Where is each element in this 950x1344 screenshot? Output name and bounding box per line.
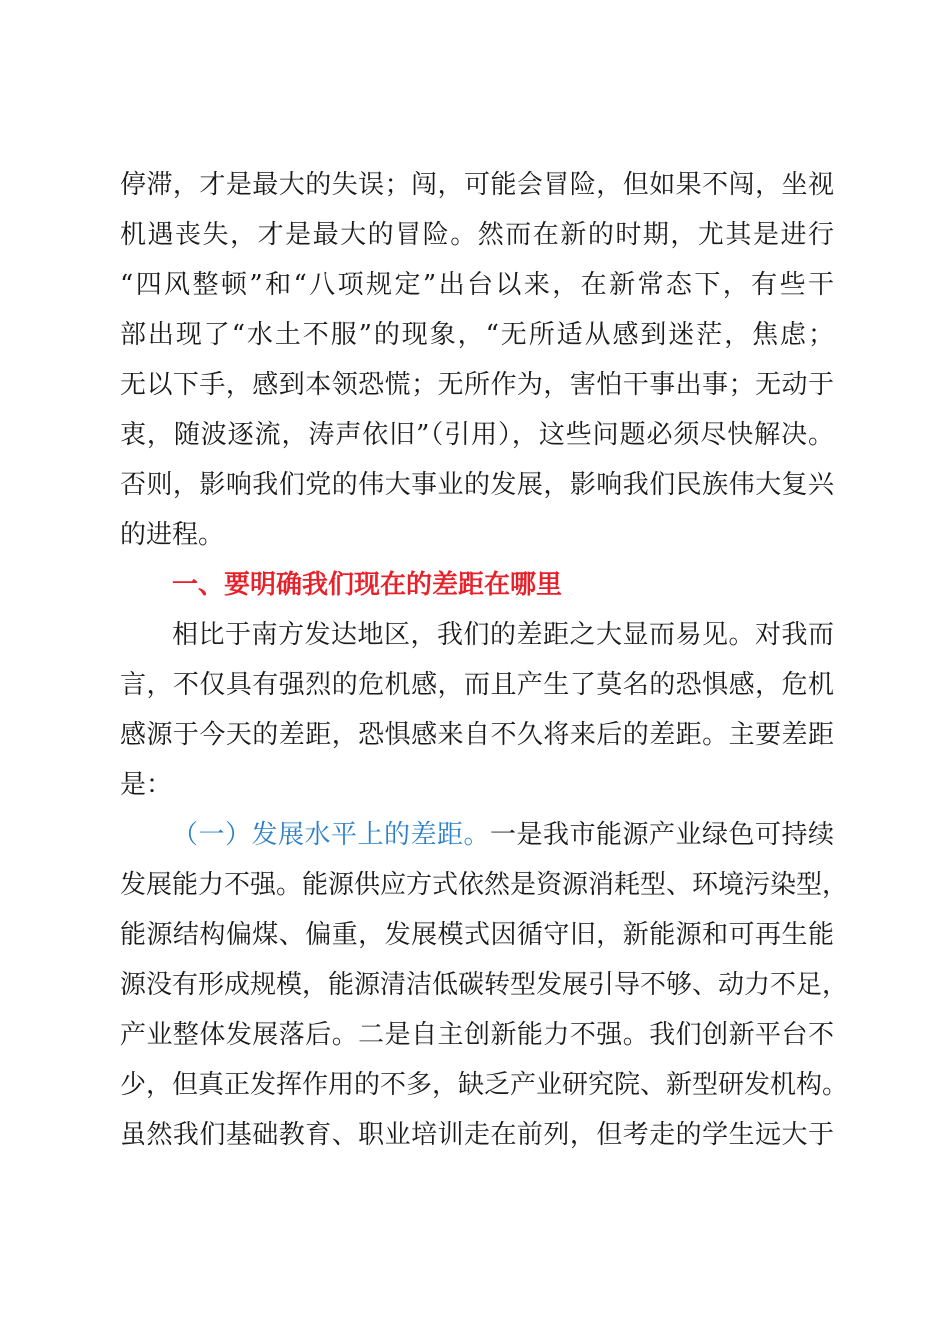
paragraph-line: 是： — [120, 770, 173, 800]
document-body — [120, 160, 849, 1160]
paragraph-line: 机遇丧失，才是最大的冒险。然而在新的时期，尤其是进行 — [120, 220, 834, 250]
paragraph-line: 的进程。 — [120, 520, 225, 550]
paragraph-line: 无以下手，感到本领恐慌；无所作为，害怕干事出事；无动于 — [120, 370, 834, 400]
paragraph-line: 停滞，才是最大的失误；闯，可能会冒险，但如果不闯，坐视 — [120, 170, 834, 200]
paragraph-text: 一是我市能源产业绿色可持续 — [490, 820, 834, 850]
subsection-heading: （一）发展水平上的差距。 — [172, 820, 490, 850]
paragraph-line: 感源于今天的差距，恐惧感来自不久将来后的差距。主要差距 — [120, 720, 834, 750]
paragraph-line: 少，但真正发挥作用的不多，缺乏产业研究院、新型研发机构。 — [120, 1070, 849, 1100]
paragraph-line: 产业整体发展落后。二是自主创新能力不强。我们创新平台不 — [120, 1020, 834, 1050]
paragraph-line: 否则，影响我们党的伟大事业的发展，影响我们民族伟大复兴 — [120, 470, 834, 500]
section-heading: 一、要明确我们现在的差距在哪里 — [172, 570, 563, 600]
paragraph-line: 虽然我们基础教育、职业培训走在前列，但考走的学生远大于 — [120, 1120, 834, 1150]
paragraph-line: 衷，随波逐流，涛声依旧”（引用），这些问题必须尽快解决。 — [120, 420, 834, 450]
paragraph-line: 部出现了“水土不服”的现象，“无所适从感到迷茫，焦虑； — [120, 320, 834, 350]
paragraph-line: 源没有形成规模，能源清洁低碳转型发展引导不够、动力不足， — [120, 970, 849, 1000]
paragraph-line: “四风整顿”和“八项规定”出台以来，在新常态下，有些干 — [120, 270, 834, 300]
paragraph-line: 发展能力不强。能源供应方式依然是资源消耗型、环境污染型， — [120, 870, 849, 900]
paragraph-line: 相比于南方发达地区，我们的差距之大显而易见。对我而 — [172, 620, 834, 650]
subsection-first-line — [120, 810, 834, 860]
paragraph-line: 能源结构偏煤、偏重，发展模式因循守旧，新能源和可再生能 — [120, 920, 834, 950]
paragraph-line: 言，不仅具有强烈的危机感，而且产生了莫名的恐惧感，危机 — [120, 670, 834, 700]
